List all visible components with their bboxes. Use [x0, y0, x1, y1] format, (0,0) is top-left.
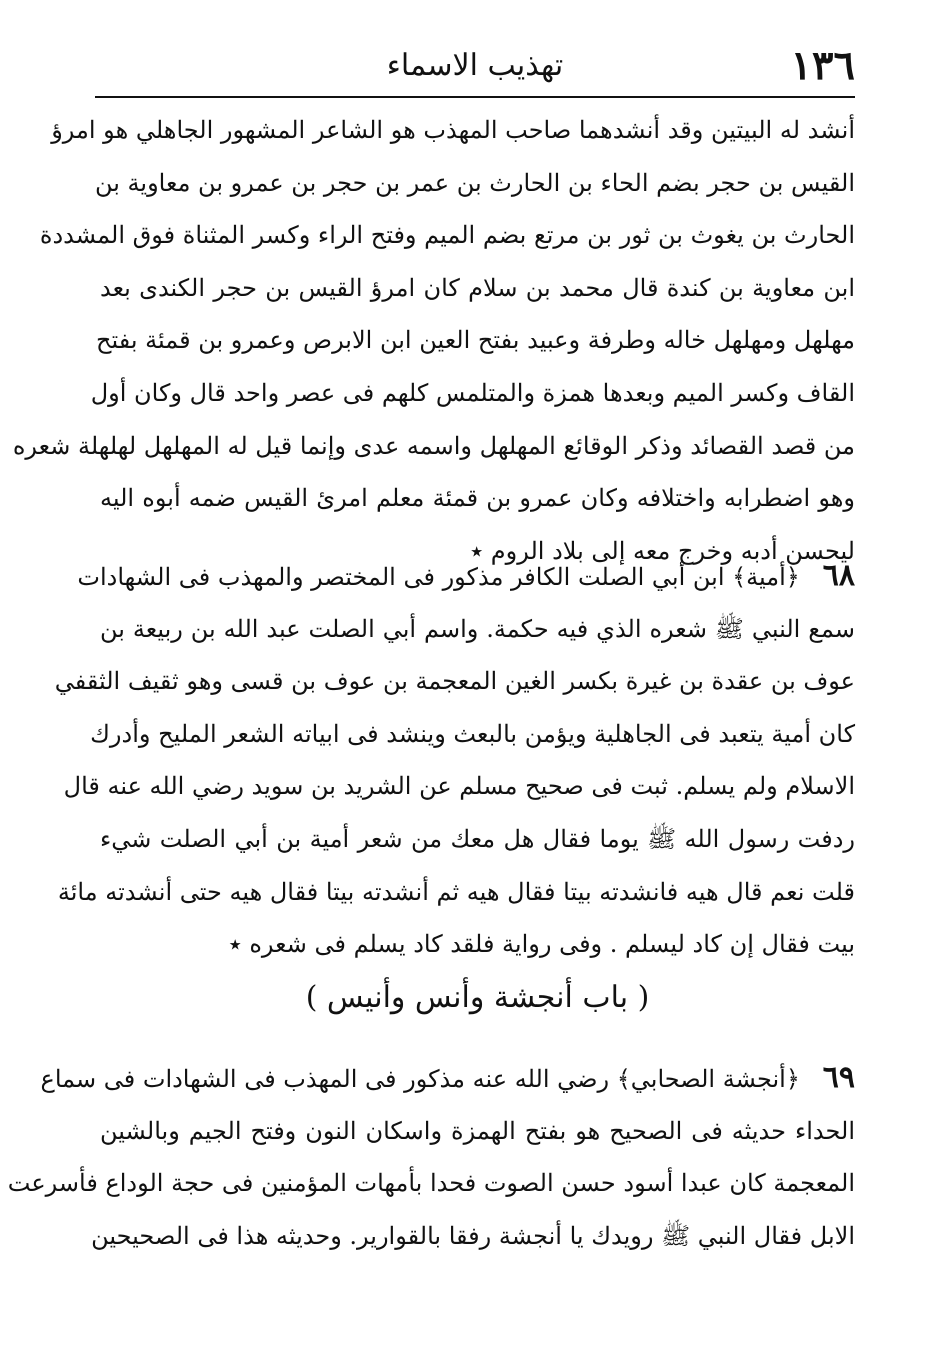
text-line: الابل فقال النبي ﷺ رويدك يا أنجشة رفقا بالقوارير. وحديثه هذا فى الصحيحين	[91, 1221, 855, 1250]
entry-text: ﴿أنجشة الصحابي﴾ رضي الله عنه مذكور فى المهذب فى الشهادات فى سماع	[40, 1065, 800, 1093]
text-line: سمع النبي ﷺ شعره الذي فيه حكمة. واسم أبي الصلت عبد الله بن ربيعة بن	[100, 614, 855, 643]
paragraph-anjasha	[7, 1052, 856, 1262]
text-line	[77, 550, 855, 603]
text-line: الحداء حديثه فى الصحيح هو بفتح الهمزة واسكان النون وفتح الجيم وبالشين	[100, 1116, 856, 1145]
text-line: القيس بن حجر بضم الحاء بن الحارث بن عمر بن حجر بن عمرو بن معاوية بن	[94, 168, 855, 197]
section-heading: ( باب أنجشة وأنس وأنيس )	[305, 980, 650, 1015]
text-line: قلت نعم قال هيه فانشدته بيتا فقال هيه ثم أنشدته بيتا فقال هيه حتى أنشدته مائة	[57, 877, 855, 906]
text-line: بيت فقال إن كاد ليسلم . وفى رواية فلقد كاد يسلم فى شعره ٭	[228, 930, 855, 959]
text-line: عوف بن عقدة بن غيرة بكسر الغين المعجمة بن عوف بن قسى وهو ثقيف الثقفي	[54, 667, 855, 696]
text-line: الحارث بن يغوث بن ثور بن مرتع بضم الميم وفتح الراء وكسر المثناة فوق المشددة	[39, 221, 855, 250]
text-line	[40, 1052, 855, 1105]
text-line: ليحسن أدبه وخرج معه إلى بلاد الروم ٭	[470, 536, 855, 565]
entry-number: ٦٨	[822, 558, 855, 593]
paragraph-umayya	[54, 550, 856, 971]
text-line: ردفت رسول الله ﷺ يوما فقال هل معك من شعر أمية بن أبي الصلت شيء	[100, 824, 856, 853]
text-line: وهو اضطرابه واختلافه وكان عمرو بن قمئة معلم امرئ القيس ضمه أبوه اليه	[100, 484, 855, 513]
page-number: ١٣٦	[790, 42, 855, 89]
text-line: الاسلام ولم يسلم. ثبت فى صحيح مسلم عن الشريد بن سويد رضي الله عنه قال	[63, 772, 855, 801]
text-line: المعجمة كان عبدا أسود حسن الصوت فحدا بأمهات المؤمنين فى حجة الوداع فأسرعت	[7, 1169, 855, 1198]
text-line: مهلهل ومهلهل خاله وطرفة وعبيد بفتح العين ابن الابرص وعمرو بن قمئة بفتح	[95, 326, 855, 355]
text-line: أنشد له البيتين وقد أنشدهما صاحب المهذب هو الشاعر المشهور الجاهلي هو امرؤ	[51, 116, 855, 144]
text-line: كان أمية يتعبد فى الجاهلية ويؤمن بالبعث وينشد فى ابياته الشعر المليح وأدرك	[90, 719, 855, 748]
entry-number: ٦٩	[822, 1060, 855, 1095]
running-title: تهذيب الاسماء	[386, 48, 564, 83]
text-line: ابن معاوية بن كندة قال محمد بن سلام كان امرؤ القيس بن حجر الكندى بعد	[100, 273, 855, 302]
header-rule	[95, 96, 855, 98]
text-line: القاف وكسر الميم وبعدها همزة والمتلمس كلهم فى عصر واحد قال وكان أول	[90, 378, 855, 407]
page-header	[95, 36, 855, 98]
entry-text: ﴿أمية﴾ ابن أبي الصلت الكافر مذكور فى المختصر والمهذب فى الشهادات	[77, 563, 800, 591]
text-line: من قصد القصائد وذكر الوقائع المهلهل واسمه عدى وإنما قيل له المهلهل لهلهلة شعره	[12, 431, 855, 460]
